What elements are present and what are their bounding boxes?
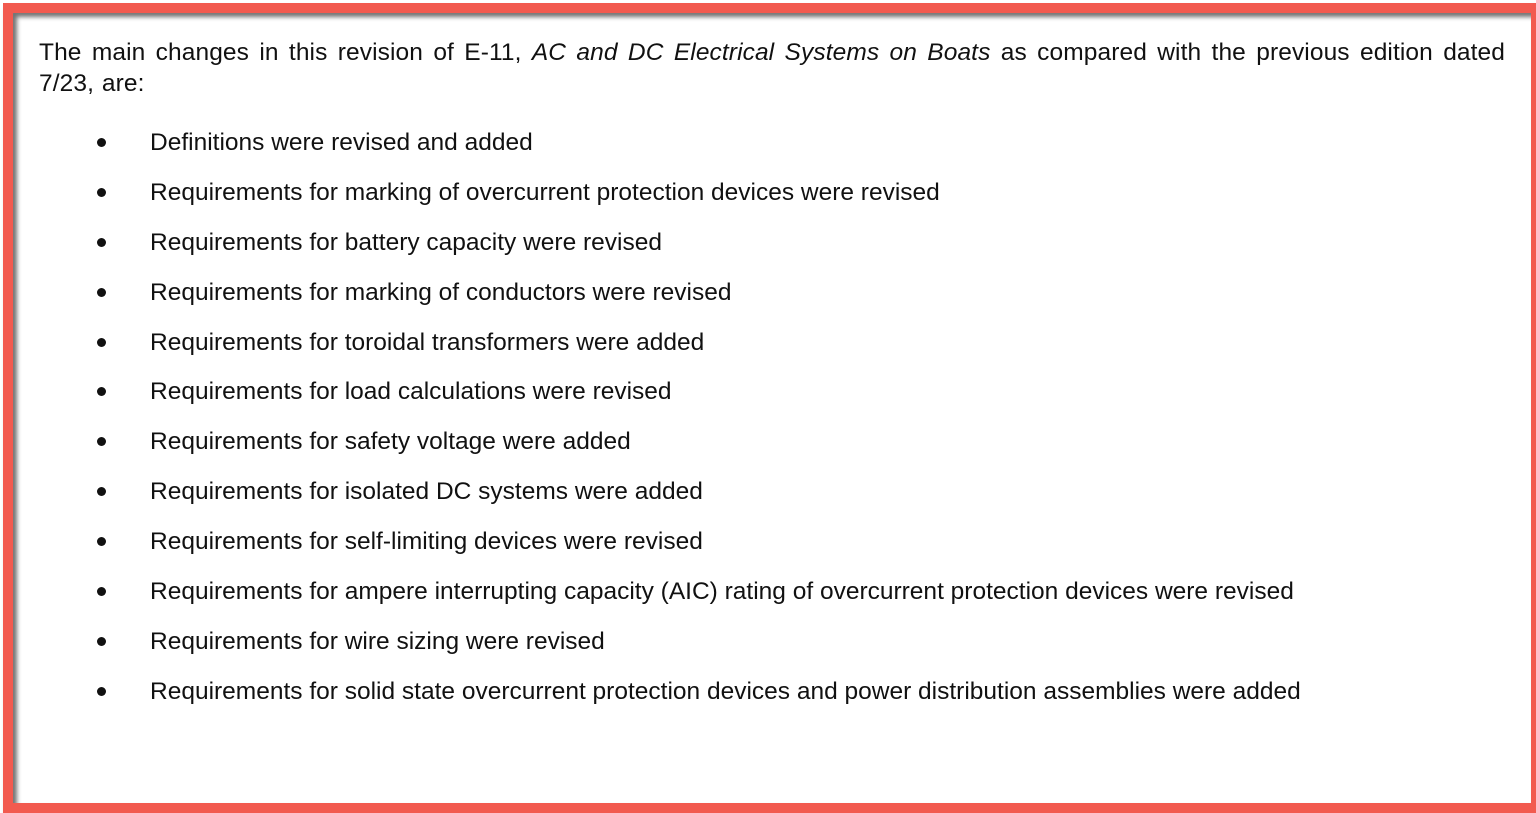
bullet-icon <box>97 188 106 197</box>
list-item-text: Requirements for marking of overcurrent protection devices were revised <box>150 178 940 206</box>
list-item <box>39 577 1505 607</box>
list-item-text: Requirements for ampere interrupting capacity (AIC) rating of overcurrent protection devices were revised <box>150 578 1294 606</box>
bullet-icon <box>97 637 106 646</box>
list-item <box>39 178 1505 208</box>
document-frame <box>3 3 1536 813</box>
intro-text-after-title: as compared with the previous edition dated 7/23, are: <box>39 39 1506 97</box>
bullet-icon <box>97 288 106 297</box>
bullet-icon <box>97 437 106 446</box>
list-item-text: Requirements for wire sizing were revised <box>150 627 605 655</box>
list-item <box>39 477 1505 507</box>
list-item <box>39 278 1505 308</box>
bullet-icon <box>97 338 106 347</box>
document-title-italic: AC and DC Electrical Systems on Boats <box>531 39 991 66</box>
list-item-text: Requirements for load calculations were revised <box>150 378 672 406</box>
document-content <box>39 37 1505 727</box>
intro-paragraph <box>39 37 1505 99</box>
bullet-icon <box>97 487 106 496</box>
list-item <box>39 627 1505 657</box>
changes-list <box>39 128 1505 707</box>
list-item <box>39 128 1505 158</box>
list-item <box>39 427 1505 457</box>
list-item <box>39 228 1505 258</box>
list-item-text: Requirements for toroidal transformers were added <box>150 328 705 356</box>
list-item-text: Requirements for battery capacity were revised <box>150 228 662 256</box>
list-item <box>39 677 1505 707</box>
intro-text-before-title: The main changes in this revision of E-11, <box>39 39 532 66</box>
list-item-text: Requirements for self-limiting devices were revised <box>150 528 703 556</box>
bullet-icon <box>97 687 106 696</box>
bullet-icon <box>97 138 106 147</box>
bullet-icon <box>97 387 106 396</box>
bullet-icon <box>97 238 106 247</box>
list-item-text: Requirements for solid state overcurrent protection devices and power distribution assemblies were added <box>150 677 1301 705</box>
bullet-icon <box>97 537 106 546</box>
list-item <box>39 328 1505 358</box>
list-item-text: Requirements for marking of conductors were revised <box>150 278 732 306</box>
list-item <box>39 527 1505 557</box>
list-item <box>39 377 1505 407</box>
list-item-text: Definitions were revised and added <box>150 129 533 156</box>
bullet-icon <box>97 587 106 596</box>
list-item-text: Requirements for isolated DC systems were added <box>150 478 703 506</box>
list-item-text: Requirements for safety voltage were added <box>150 428 631 456</box>
